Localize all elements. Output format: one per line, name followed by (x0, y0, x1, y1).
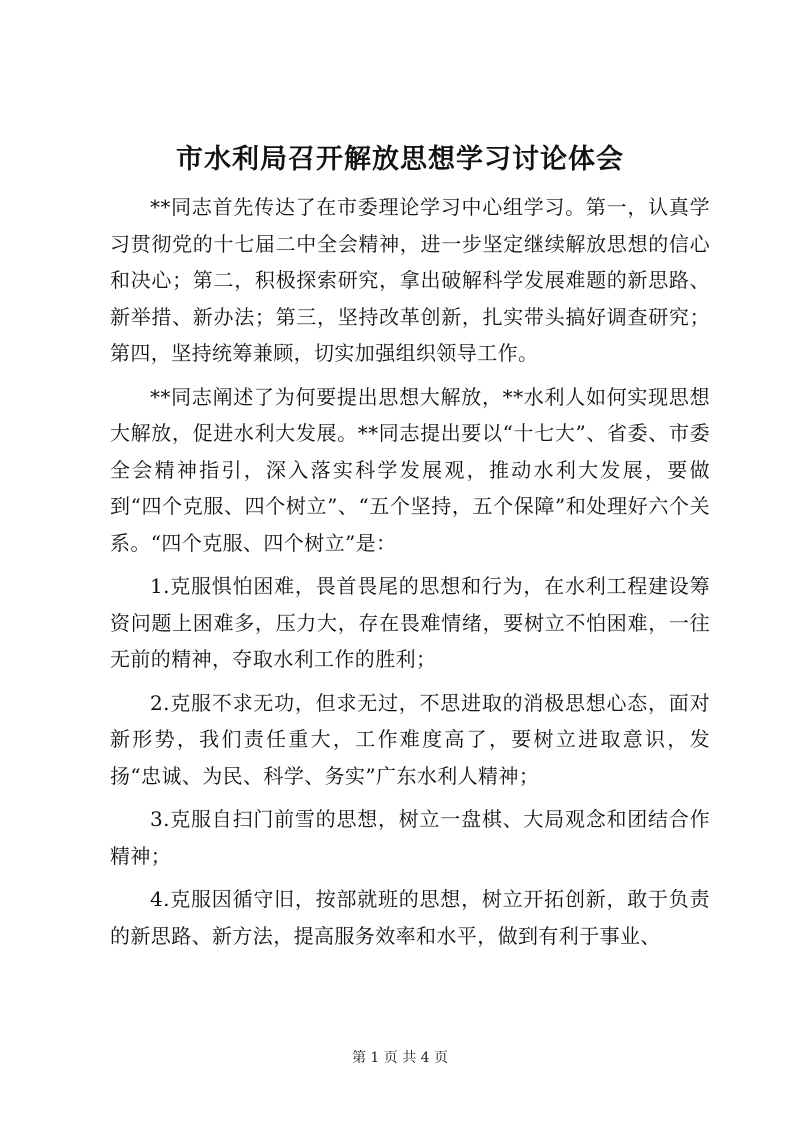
document-title: 市水利局召开解放思想学习讨论体会 (176, 144, 624, 175)
document-body (110, 189, 710, 961)
paragraph-3: 1.克服惧怕困难，畏首畏尾的思想和行为，在水利工程建设筹资问题上困难多，压力大，存在畏难情绪，要树立不怕困难，一往无前的精神，夺取水利工作的胜利； (110, 574, 710, 671)
paragraph-1: **同志首先传达了在市委理论学习中心组学习。第一，认真学习贯彻党的十七届二中全会精神，进一步坚定继续解放思想的信心和决心；第二，积极探索研究，拿出破解科学发展难题的新思路、新举措、新办法；第三，坚持改革创新，扎实带头搞好调查研究；第四，坚持统筹兼顾，切实加强组织领导工作。 (110, 195, 710, 365)
paragraph-5: 3.克服自扫门前雪的思想，树立一盘棋、大局观念和团结合作精神； (110, 807, 710, 868)
paragraph-2: **同志阐述了为何要提出思想大解放，**水利人如何实现思想大解放，促进水利大发展。**同志提出要以“十七大”、省委、市委全会精神指引，深入落实科学发展观，推动水利大发展，要做到“四个克服、四个树立”、“五个坚持，五个保障”和处理好六个关系。“四个克服、四个树立”是： (110, 384, 710, 555)
page-footer: 第 1 页 共 4 页 (351, 1050, 449, 1066)
paragraph-6: 4.克服因循守旧，按部就班的思想，树立开拓创新，敢于负责的新思路、新方法，提高服务效率和水平，做到有利于事业、 (110, 887, 710, 948)
paragraph-4: 2.克服不求无功，但求无过，不思进取的消极思想心态，面对新形势，我们责任重大，工作难度高了，要树立进取意识，发扬“忠诚、为民、科学、务实”广东水利人精神； (110, 690, 710, 788)
